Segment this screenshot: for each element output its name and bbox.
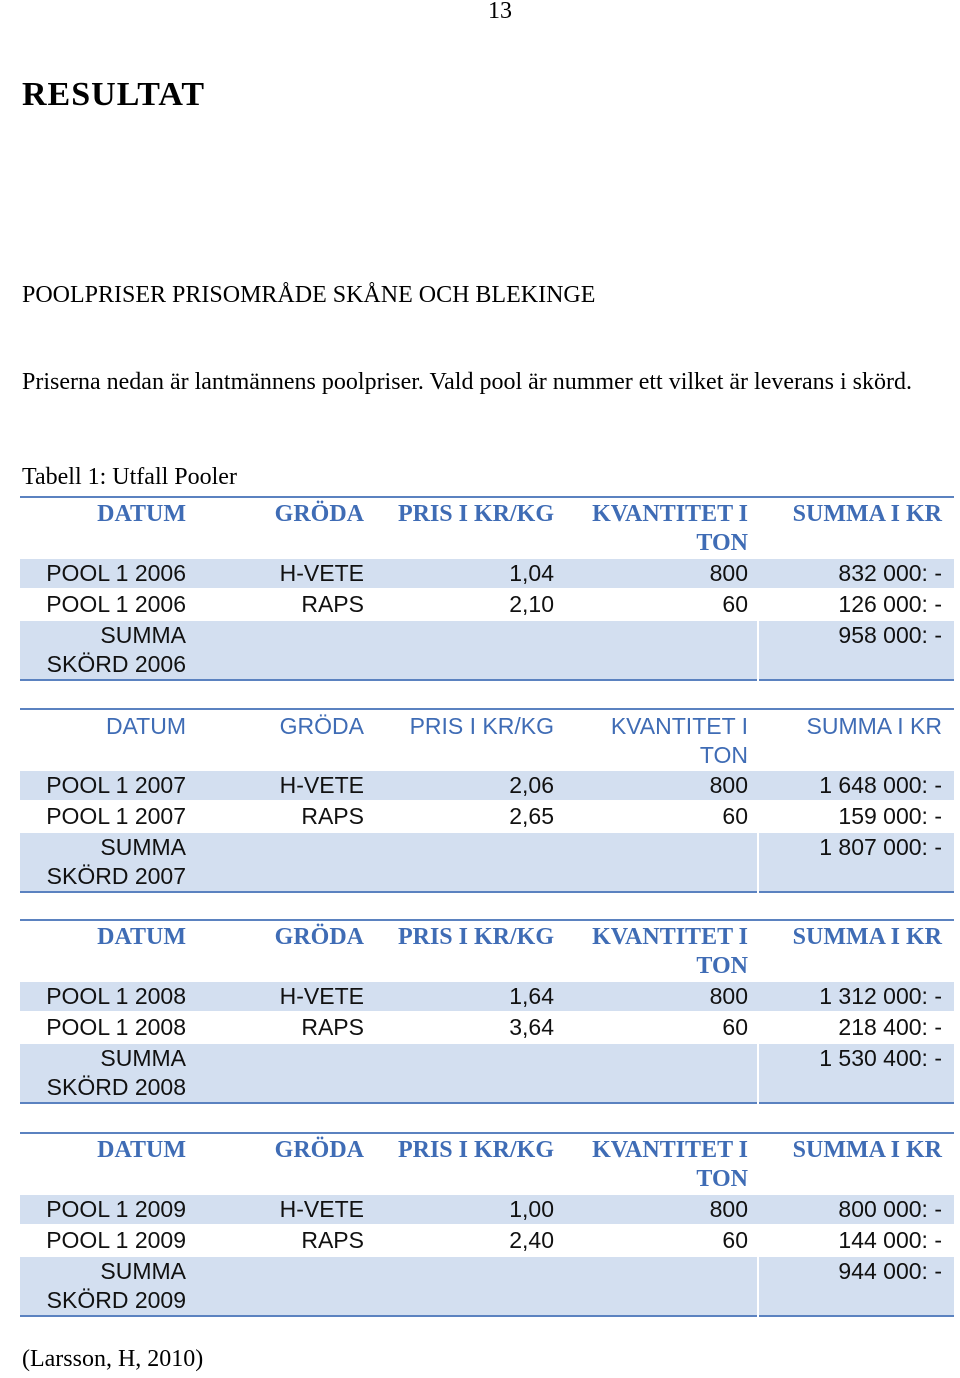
table-row bbox=[20, 559, 954, 590]
cell-pris: 1,64 bbox=[376, 982, 566, 1013]
cell-summa: 1 312 000: - bbox=[758, 982, 954, 1013]
pool-table-2006 bbox=[20, 496, 954, 681]
table-row bbox=[20, 982, 954, 1013]
cell-datum: POOL 1 2008 bbox=[20, 982, 198, 1013]
section-subheading: POOLPRISER PRISOMRÅDE SKÅNE OCH BLEKINGE bbox=[22, 282, 596, 308]
cell-datum: POOL 1 2009 bbox=[20, 1225, 198, 1256]
header-row bbox=[20, 497, 954, 559]
table-caption: Tabell 1: Utfall Pooler bbox=[22, 464, 237, 490]
cell-summa: 1 648 000: - bbox=[758, 771, 954, 802]
col-header-datum: DATUM bbox=[97, 501, 186, 527]
source-citation: (Larsson, H, 2010) bbox=[22, 1346, 204, 1372]
sum-row bbox=[20, 832, 954, 892]
cell-groda: H-VETE bbox=[198, 982, 376, 1013]
cell-pris: 1,00 bbox=[376, 1195, 566, 1226]
col-header-kvantitet: KVANTITET I TON bbox=[592, 501, 748, 556]
col-header-kvantitet: KVANTITET I TON bbox=[610, 713, 748, 768]
col-header-pris: PRIS I KR/KG bbox=[397, 501, 554, 527]
header-row bbox=[20, 709, 954, 771]
pool-table-2009 bbox=[20, 1132, 954, 1317]
page-heading: RESULTAT bbox=[22, 76, 206, 113]
cell-summa: 218 400: - bbox=[838, 1014, 942, 1040]
cell-groda: H-VETE bbox=[198, 1195, 376, 1226]
header-row bbox=[20, 1133, 954, 1195]
cell-pris: 3,64 bbox=[509, 1014, 554, 1040]
col-header-groda: GRÖDA bbox=[274, 1137, 364, 1163]
col-header-groda: GRÖDA bbox=[274, 924, 364, 950]
pool-table-2008 bbox=[20, 919, 954, 1104]
cell-datum: POOL 1 2006 bbox=[20, 589, 198, 620]
cell-summa: 159 000: - bbox=[838, 803, 942, 829]
cell-sum-label: SUMMA SKÖRD 2008 bbox=[20, 1043, 198, 1103]
cell-kvantitet: 800 bbox=[566, 559, 758, 590]
cell-summa: 800 000: - bbox=[758, 1195, 954, 1226]
cell-kvantitet: 800 bbox=[566, 771, 758, 802]
cell-groda: RAPS bbox=[301, 591, 364, 617]
cell-summa: 832 000: - bbox=[758, 559, 954, 590]
table-row bbox=[20, 801, 954, 832]
col-header-datum: DATUM bbox=[97, 1137, 186, 1163]
cell-summa: 126 000: - bbox=[838, 591, 942, 617]
col-header-groda: GRÖDA bbox=[274, 501, 364, 527]
table-row bbox=[20, 1012, 954, 1043]
table-row bbox=[20, 771, 954, 802]
col-header-kvantitet: KVANTITET I TON bbox=[592, 924, 748, 979]
cell-kvantitet: 60 bbox=[722, 1014, 748, 1040]
sum-row bbox=[20, 1043, 954, 1103]
cell-groda: H-VETE bbox=[198, 771, 376, 802]
col-header-summa: SUMMA I KR bbox=[792, 501, 942, 527]
cell-pris: 1,04 bbox=[376, 559, 566, 590]
col-header-datum: DATUM bbox=[97, 924, 186, 950]
col-header-summa: SUMMA I KR bbox=[806, 713, 942, 739]
sum-row bbox=[20, 1256, 954, 1316]
table-row bbox=[20, 1195, 954, 1226]
cell-kvantitet: 60 bbox=[722, 1227, 748, 1253]
cell-groda: RAPS bbox=[301, 803, 364, 829]
cell-pris: 2,06 bbox=[376, 771, 566, 802]
cell-sum-label: SUMMA SKÖRD 2009 bbox=[20, 1256, 198, 1316]
col-header-pris: PRIS I KR/KG bbox=[397, 1137, 554, 1163]
cell-datum: POOL 1 2009 bbox=[20, 1195, 198, 1226]
cell-kvantitet: 60 bbox=[722, 591, 748, 617]
pool-table-2007 bbox=[20, 708, 954, 893]
cell-datum: POOL 1 2008 bbox=[20, 1012, 198, 1043]
table-row bbox=[20, 589, 954, 620]
col-header-summa: SUMMA I KR bbox=[792, 924, 942, 950]
cell-sum-value: 1 530 400: - bbox=[758, 1043, 954, 1103]
cell-kvantitet: 800 bbox=[566, 1195, 758, 1226]
cell-kvantitet: 800 bbox=[566, 982, 758, 1013]
cell-pris: 2,40 bbox=[509, 1227, 554, 1253]
cell-sum-value: 958 000: - bbox=[758, 620, 954, 680]
intro-paragraph: Priserna nedan är lantmännens poolpriser. Vald pool är nummer ett vilket är leverans i skörd. bbox=[22, 369, 912, 395]
col-header-datum: DATUM bbox=[105, 713, 186, 739]
col-header-pris: PRIS I KR/KG bbox=[397, 924, 554, 950]
cell-datum: POOL 1 2006 bbox=[20, 559, 198, 590]
cell-datum: POOL 1 2007 bbox=[20, 801, 198, 832]
cell-sum-label: SUMMA SKÖRD 2007 bbox=[20, 832, 198, 892]
col-header-groda: GRÖDA bbox=[279, 713, 364, 739]
cell-sum-value: 944 000: - bbox=[758, 1256, 954, 1316]
sum-row bbox=[20, 620, 954, 680]
col-header-summa: SUMMA I KR bbox=[792, 1137, 942, 1163]
col-header-kvantitet: KVANTITET I TON bbox=[592, 1137, 748, 1192]
cell-groda: H-VETE bbox=[198, 559, 376, 590]
col-header-pris: PRIS I KR/KG bbox=[409, 713, 554, 739]
header-row bbox=[20, 920, 954, 982]
cell-summa: 144 000: - bbox=[838, 1227, 942, 1253]
table-row bbox=[20, 1225, 954, 1256]
page-number: 13 bbox=[488, 0, 512, 24]
cell-datum: POOL 1 2007 bbox=[20, 771, 198, 802]
cell-sum-value: 1 807 000: - bbox=[758, 832, 954, 892]
cell-pris: 2,65 bbox=[509, 803, 554, 829]
cell-pris: 2,10 bbox=[509, 591, 554, 617]
cell-groda: RAPS bbox=[301, 1227, 364, 1253]
cell-sum-label: SUMMA SKÖRD 2006 bbox=[20, 620, 198, 680]
cell-kvantitet: 60 bbox=[722, 803, 748, 829]
cell-groda: RAPS bbox=[301, 1014, 364, 1040]
